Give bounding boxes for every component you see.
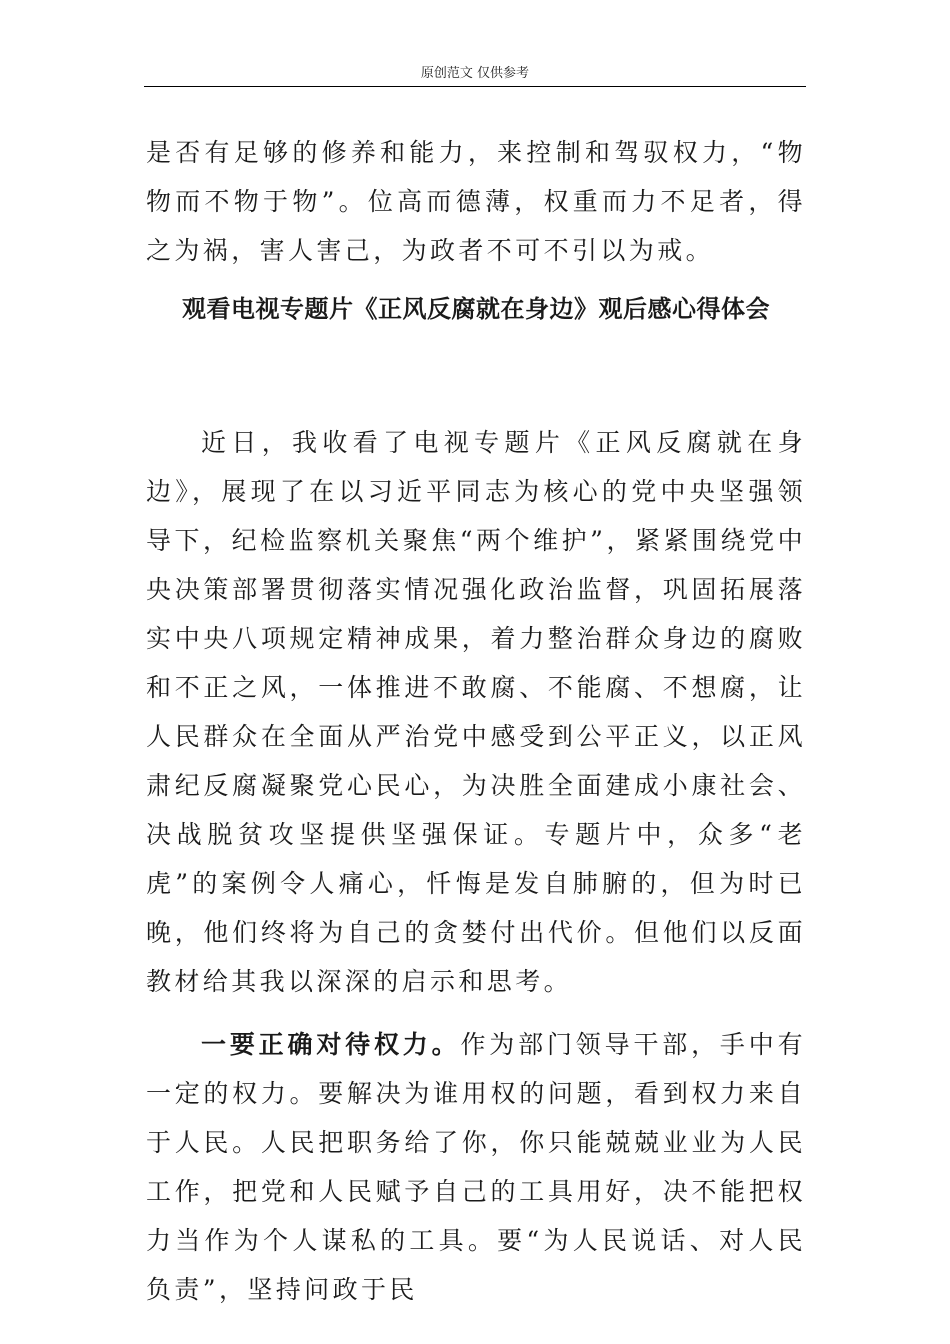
page-header xyxy=(144,62,806,87)
header-text: 原创范文 仅供参考 xyxy=(420,66,530,81)
continued-paragraph: 是否有足够的修养和能力，来控制和驾驭权力，“物物而不物于物”。位高而德薄，权重而力不足者，得之为祸，害人害己，为政者不可不引以为戒。 xyxy=(146,138,806,265)
document-body xyxy=(146,128,806,1314)
point-one-text: 作为部门领导干部，手中有一定的权力。要解决为谁用权的问题，看到权力来自于人民。人民把职务给了你，你只能兢兢业业为人民工作，把党和人民赋予自己的工具用好，决不能把权力当作为个人谋私的工具。要“为人民说话、对人民负责”，坚持问政于民 xyxy=(146,1030,806,1304)
title-spacer xyxy=(146,333,806,418)
intro-paragraph: 近日，我收看了电视专题片《正风反腐就在身边》，展现了在以习近平同志为核心的党中央坚强领导下，纪检监察机关聚焦“两个维护”，紧紧围绕党中央决策部署贯彻落实情况强化政治监督，巩固拓展落实中央八项规定精神成果，着力整治群众身边的腐败和不正之风，一体推进不敢腐、不能腐、不想腐，让人民群众在全面从严治党中感受到公平正义，以正风肃纪反腐凝聚党心民心，为决胜全面建成小康社会、决战脱贫攻坚提供坚强保证。专题片中，众多“老虎”的案例令人痛心，忏悔是发自肺腑的，但为时已晚，他们终将为自己的贪婪付出代价。但他们以反面教材给其我以深深的启示和思考。 xyxy=(146,428,806,996)
document-title: 观看电视专题片《正风反腐就在身边》观后感心得体会 xyxy=(182,294,770,323)
point-one-paragraph xyxy=(146,1020,806,1314)
paragraph-gap xyxy=(146,1006,806,1020)
point-one-lead: 一要正确对待权力。 xyxy=(201,1030,461,1059)
